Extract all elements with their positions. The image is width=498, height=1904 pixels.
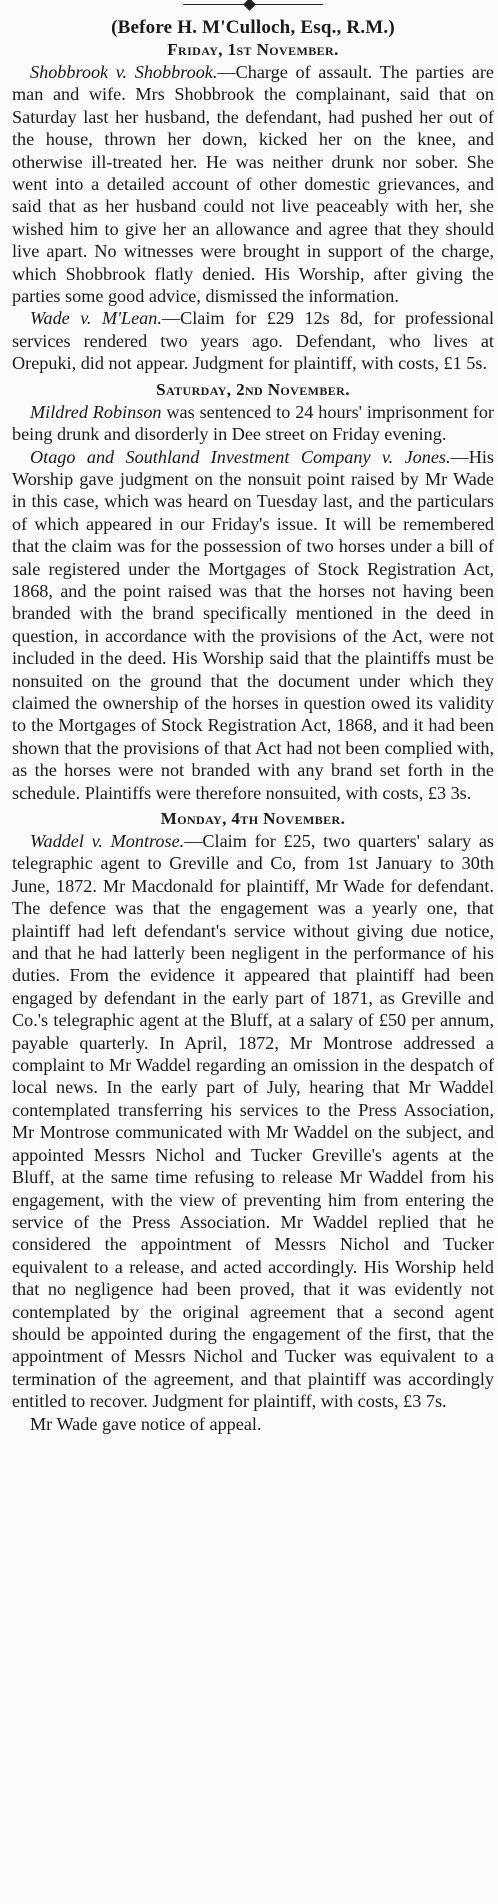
case-title: Wade v. M'Lean. [30, 308, 162, 329]
case-otago-southland [12, 446, 494, 805]
case-wade-mclean [12, 307, 494, 374]
case-body: was sentenced to 24 hours' imprisonment for being drunk and disorderly in Dee street on Friday evening. [12, 401, 494, 445]
case-title: Otago and Southland Investment Company v. Jones. [30, 446, 451, 467]
court-heading: (Before H. M'Culloch, Esq., R.M.) [111, 17, 395, 38]
case-title: Mildred Robinson [30, 401, 162, 422]
case-body: —His Worship gave judgment on the nonsuit point raised by Mr Wade in this case, which was heard on Tuesday last, and the particulars of which appeared in our Friday's issue. It will be remembered that the claim was for the possession of two horses under a bill of sale registered under the Mortgages of Stock Registration Act, 1868, and the point raised was that the horses not having been branded with the brand specifically mentioned in the deed in question, in accordance with the provisions of the Act, were not included in the deed. His Worship said that the plaintiffs must be nonsuited on the ground that the document under which they claimed the ownership of the horses in question owed its validity to the Mortgages of Stock Registration Act, 1868, and it had been shown that the provisions of that Act had not been complied with, as the horses were not branded with any brand set forth in the schedule. Plaintiffs were therefore nonsuited, with costs, £3 3s. [12, 446, 494, 803]
case-body: —Claim for £25, two quarters' salary as telegraphic agent to Greville and Co, from 1st January to 30th June, 1872. Mr Macdonald for plaintiff, Mr Wade for defendant. The defence was that the engagement was a yearly one, that plaintiff had left defendant's service without giving due notice, and that he had latterly been negligent in the performance of his duties. From the evidence it appeared that plaintiff had been engaged by defendant in the early part of 1871, as Greville and Co.'s telegraphic agent at the Bluff, at a salary of £50 per annum, payable quarterly. In April, 1872, Mr Montrose addressed a complaint to Mr Waddel regarding an omission in the despatch of local news. In the early part of July, hearing that Mr Waddel contemplated transferring his services to the Press Association, Mr Montrose communicated with Mr Waddel on the subject, and appointed Messrs Nichol and Tucker Greville's agents at the Bluff, at the same time refusing to release Mr Waddel from his engagement, with the view of preventing him from entering the service of the Press Association. Mr Waddel replied that he considered the appointment of Messrs Nichol and Tucker equivalent to a release, and acted accordingly. His Worship held that no negligence had been proved, that it was evidently not contemplated by the original agreement that a second agent should be appointed during the engagement of the first, that the appointment of Messrs Nichol and Tucker was equivalent to a termination of the agreement, and that plaintiff was accordingly entitled to recover. Judgment for plaintiff, with costs, £3 7s. [12, 831, 495, 1412]
date-heading-monday: Monday, 4th November. [160, 809, 346, 828]
case-shobbrook [12, 61, 494, 307]
appeal-notice [12, 1413, 494, 1435]
date-heading-friday: Friday, 1st November. [167, 40, 339, 59]
ornamental-rule [183, 0, 323, 14]
case-body: —Claim for £29 12s 8d, for professional services rendered two years ago. Defendant, who lives at Orepuki, did not appear. Judgment for plaintiff, with costs, £1 5s. [12, 308, 494, 374]
case-title: Shobbrook v. Shobbrook. [30, 62, 218, 82]
date-heading-saturday: Saturday, 2nd November. [156, 379, 350, 399]
case-waddel-montrose [12, 830, 494, 1413]
case-body: —Charge of assault. The parties are man and wife. Mrs Shobbrook the complainant, said that on Saturday last her husband, the defendant, had pushed her out of the house, thrown her down, kicked her on the knee, and otherwise ill-treated her. He was neither drunk nor sober. She went into a detailed account of other domestic grievances, and said that as her husband could not live peaceably with her, she wished him to give her an allowance and agree that they should live apart. No witnesses were brought in support of the charge, which Shobbrook flatly denied. His Worship, after giving the parties some good advice, dismissed the information. [12, 62, 494, 307]
case-body: Mr Wade gave notice of appeal. [30, 1413, 262, 1434]
case-title: Waddel v. Montrose. [30, 831, 185, 851]
diamond-ornament-icon [243, 0, 256, 11]
case-mildred-robinson [12, 401, 494, 446]
